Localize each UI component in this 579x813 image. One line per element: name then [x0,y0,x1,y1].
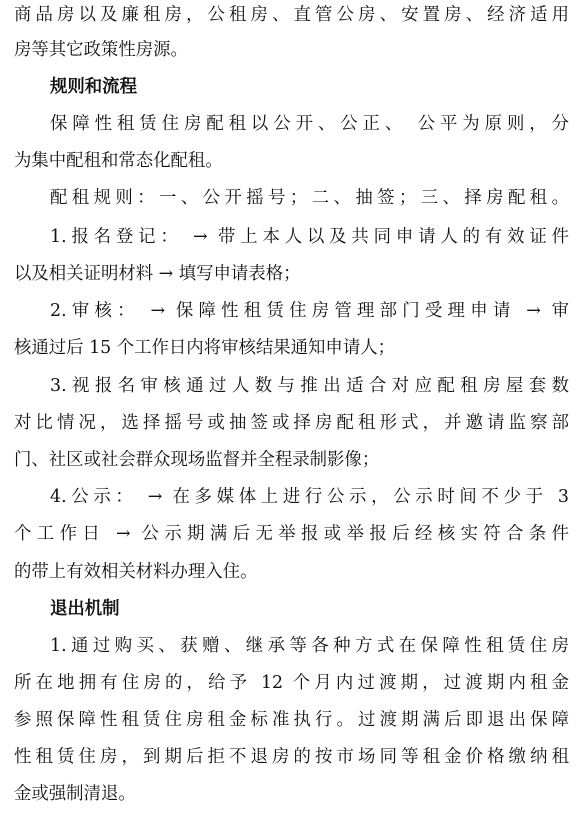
text-line: 金或强制清退。 [14,784,136,804]
text-line: 性租赁住房，到期后拒不退房的按市场同等租金价格缴纳租 [14,747,569,767]
section-heading-exit: 退出机制 [50,599,120,619]
text-line: 门、社区或社会群众现场监督并全程录制影像； [14,450,380,470]
text-line: 3.视报名审核通过人数与推出适合对应配租房屋套数 [50,376,569,396]
text-line: 保障性租赁住房配租以公开、公正、 公平为原则，分 [50,114,569,134]
text-line: 房等其它政策性房源。 [14,40,188,60]
text-line: 对比情况，选择摇号或抽签或择房配租形式，并邀请监察部 [14,413,569,433]
text-line: 1.报名登记： → 带上本人以及共同申请人的有效证件 [50,227,569,247]
text-line: 1.通过购买、获赠、继承等各种方式在保障性租赁住房 [50,636,569,656]
text-line: 以及相关证明材料 → 填写申请表格； [14,264,301,284]
text-line: 2.审核： → 保障性租赁住房管理部门受理申请 → 审 [50,301,569,321]
text-line: 为集中配租和常态化配租。 [14,151,223,171]
text-line: 配租规则：一、公开摇号；二、抽签；三、择房配租。 [50,188,569,208]
text-line: 商品房以及廉租房，公租房、直管公房、安置房、经济适用 [14,5,569,25]
text-line: 个工作日 → 公示期满后无举报或举报后经核实符合条件 [14,524,569,544]
text-line: 参照保障性租赁住房租金标准执行。过渡期满后即退出保障 [14,710,569,730]
text-line: 的带上有效相关材料办理入住。 [14,562,258,582]
section-heading-rules: 规则和流程 [50,77,137,97]
text-line: 所在地拥有住房的，给予 12 个月内过渡期，过渡期内租金 [14,673,569,693]
text-line: 4.公示： → 在多媒体上进行公示，公示时间不少于 3 [50,487,569,507]
text-line: 核通过后 15 个工作日内将审核结果通知申请人； [14,338,395,358]
